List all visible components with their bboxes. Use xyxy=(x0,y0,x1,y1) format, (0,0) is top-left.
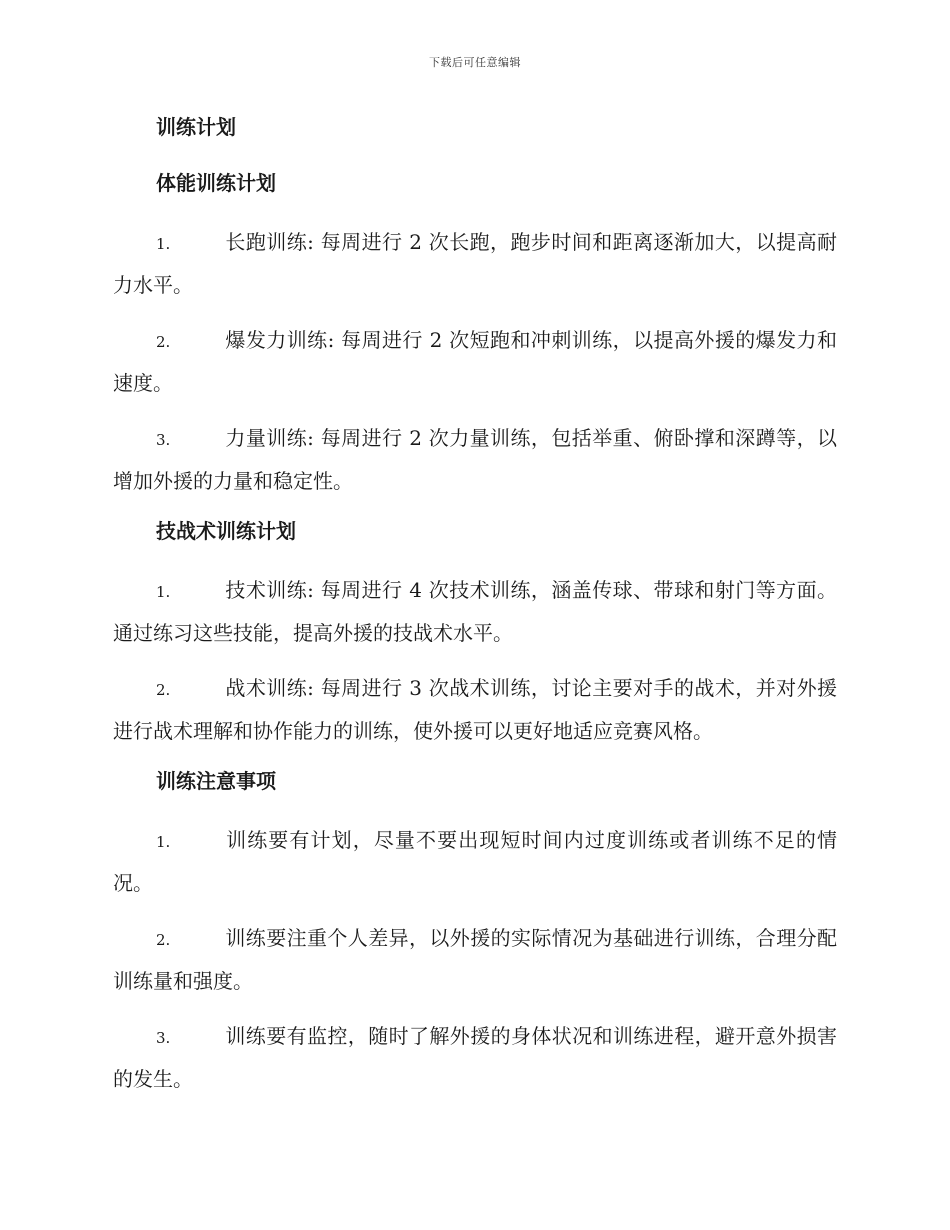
item-number: 3. xyxy=(156,1029,171,1047)
list-item xyxy=(113,222,837,306)
item-number: 2. xyxy=(156,931,171,949)
item-label: 长跑训练: xyxy=(225,230,314,254)
section-heading-tactics: 技战术训练计划 xyxy=(156,519,296,543)
item-text: 每周进行 2 次短跑和冲刺训练，以提高外援的爆发力和速度。 xyxy=(113,328,837,395)
item-number: 2. xyxy=(156,681,171,699)
document-title: 训练计划 xyxy=(156,115,236,139)
page-header-note: 下载后可任意编辑 xyxy=(429,56,521,69)
list-item xyxy=(113,570,837,654)
list-item xyxy=(113,320,837,404)
item-text: 训练要有监控，随时了解外援的身体状况和训练进程，避开意外损害的发生。 xyxy=(113,1024,837,1091)
document-body xyxy=(113,112,837,1114)
section-heading-notes: 训练注意事项 xyxy=(156,769,276,793)
item-number: 1. xyxy=(156,833,171,851)
item-number: 1. xyxy=(156,235,171,253)
list-item xyxy=(113,418,837,502)
item-label: 技术训练: xyxy=(225,578,314,602)
list-item xyxy=(113,1016,837,1100)
list-item xyxy=(113,820,837,904)
item-label: 力量训练: xyxy=(225,426,314,450)
item-number: 3. xyxy=(156,431,171,449)
item-text: 每周进行 2 次力量训练，包括举重、俯卧撑和深蹲等，以增加外援的力量和稳定性。 xyxy=(113,426,838,493)
item-text: 每周进行 2 次长跑，跑步时间和距离逐渐加大，以提高耐力水平。 xyxy=(113,230,838,297)
list-item xyxy=(113,918,837,1002)
item-number: 2. xyxy=(156,333,171,351)
list-item xyxy=(113,668,837,752)
item-text: 训练要注重个人差异，以外援的实际情况为基础进行训练，合理分配训练量和强度。 xyxy=(113,926,837,993)
item-text: 每周进行 4 次技术训练，涵盖传球、带球和射门等方面。通过练习这些技能，提高外援的技战术水平。 xyxy=(113,578,838,645)
item-text: 每周进行 3 次战术训练，讨论主要对手的战术，并对外援进行战术理解和协作能力的训练，使外援可以更好地适应竞赛风格。 xyxy=(113,676,838,743)
item-label: 爆发力训练: xyxy=(225,328,335,352)
item-label: 战术训练: xyxy=(225,676,314,700)
section-heading-physical: 体能训练计划 xyxy=(156,171,276,195)
item-number: 1. xyxy=(156,583,171,601)
item-text: 训练要有计划，尽量不要出现短时间内过度训练或者训练不足的情况。 xyxy=(113,828,837,895)
